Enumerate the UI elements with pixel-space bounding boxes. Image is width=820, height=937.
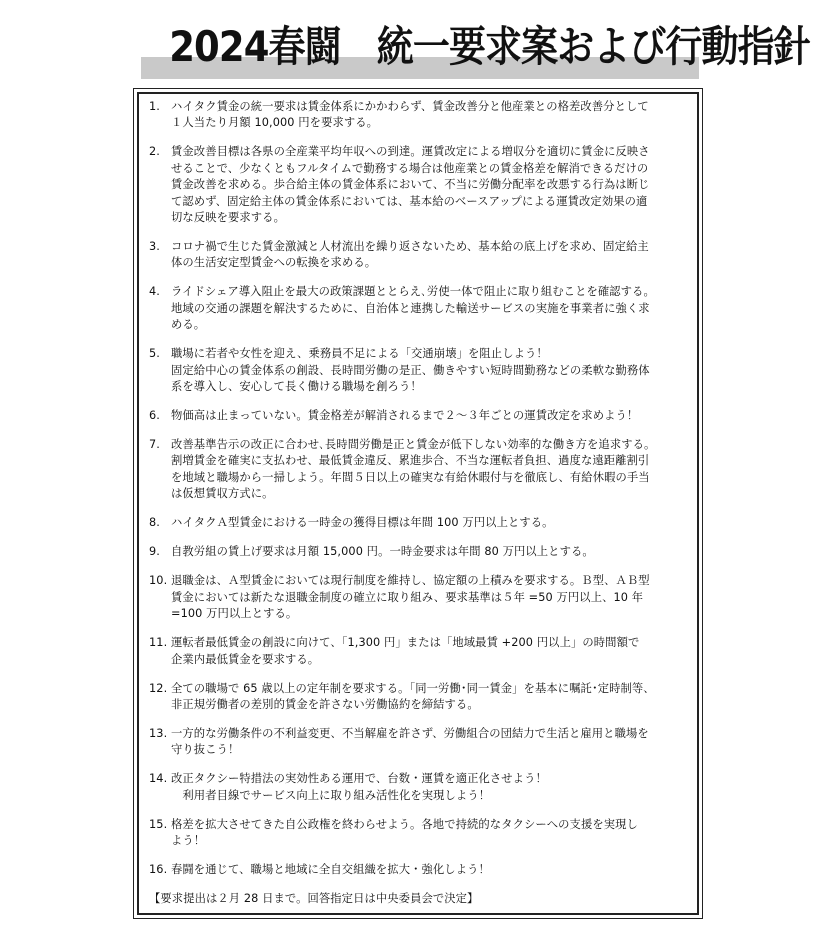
item-text-line: 格差を拡大させてきた自公政権を終わらせよう。各地で持続的なタクシーへの支援を実現し [171,817,638,831]
item-number: 1. [149,100,160,113]
item-text-line: を地域と職場から一掃しよう。年間５日以上の確実な有給休暇付与を徹底し、有給休暇の手当 [171,470,650,484]
list-item [149,544,689,560]
item-text-line: 春闘を通じて、職場と地域に全自交組織を拡大・強化しよう！ [171,863,490,877]
item-text-line: 運転者最低賃金の創設に向けて、「1,300 円」または「地域最賃 +200 円以上」の時間額で [171,636,640,650]
item-text [171,726,689,759]
item-text-line: 地域の交通の課題を解決するために、自治体と連携した輸送サービスの実施を事業者に強く求 [171,301,650,315]
item-text-line: =100 万円以上とする。 [171,607,298,621]
item-number: 16. [149,863,168,877]
list-item [149,346,689,395]
list-item [149,239,689,272]
item-text [171,408,689,424]
footer-note: 【要求提出は２月 28 日まで。回答指定日は中央委員会で決定】 [149,892,479,906]
item-number: 3. [149,240,160,254]
item-text-line: 利用者目線でサービス向上に取り組み活性化を実現しよう！ [171,788,491,802]
list-item [149,635,689,668]
item-text-line: 退職金は、Ａ型賃金においては現行制度を維持し、協定額の上積みを要求する。Ｂ型、ＡＢ型 [171,574,650,588]
demands-list [149,99,689,908]
item-number: 2. [149,145,160,159]
item-text [171,437,689,503]
item-text-line: 全ての職場で 65 歳以上の定年制を要求する。「同一労働･同一賃金」を基本に嘱託･定時制等、 [171,681,655,695]
item-number: 5. [149,347,160,361]
list-item [149,99,689,132]
item-text-line: 物価高は止まっていない。賃金格差が解消されるまで２～３年ごとの運賃改定を求めよう！ [171,409,639,423]
item-text-line: 企業内最低賃金を要求する。 [171,652,320,666]
item-text-line: める。 [171,318,206,332]
item-number: 13. [149,726,168,740]
list-item [149,681,689,714]
list-item [149,862,689,878]
item-text-line: １人当たり月額 10,000 円を要求する。 [171,116,379,130]
page-title: 2024春闘 統一要求案および行動指針 [169,22,810,71]
item-text-line: 改善基準告示の改正に合わせ､長時間労働是正と賃金が低下しない効率的な働き方を追求する。 [171,438,656,452]
list-item [149,515,689,531]
item-text-line: 賃金改善目標は各県の全産業平均年収への到達。運賃改定による増収分を適切に賃金に反映さ [171,145,650,159]
item-text-line: 非正規労働者の差別的賃金を許さない労働協約を締結する。 [171,697,479,711]
item-number: 15. [149,817,168,831]
item-text [171,284,689,333]
item-text-line: 自教労組の賃上げ要求は月額 15,000 円。一時金要求は年間 80 万円以上とする。 [171,545,594,559]
list-item [149,771,689,804]
list-item [149,284,689,333]
item-text [171,817,689,850]
item-text-line: ハイタクＡ型賃金における一時金の獲得目標は年間 100 万円以上とする。 [171,516,554,530]
item-text-line: ライドシェア導入阻止を最大の政策課題ととらえ､労使一体で阻止に取り組むことを確認する。 [171,285,655,299]
item-text-line: 賃金改善を求める。歩合給主体の賃金体系において、不当に労働分配率を改悪する行為は断じ [171,178,650,192]
item-number: 8. [149,516,160,530]
item-text-line: 賃金においては新たな退職金制度の確立に取り組み、要求基準は５年 =50 万円以上、10 年 [171,590,644,604]
item-number: 4. [149,285,160,299]
item-text-line: 系を導入し、安心して長く働ける職場を創ろう！ [171,380,422,394]
item-number: 6. [149,409,160,423]
item-text-line: 割増賃金を確実に支払わせ、最低賃金違反、累進歩合、不当な運転者負担、過度な遠距離割引 [171,454,650,468]
item-text [171,515,689,531]
item-text [171,635,689,668]
item-text [171,239,689,272]
item-number: 9. [149,545,160,559]
item-text [171,862,689,878]
list-item [149,817,689,850]
item-number: 11. [149,636,168,650]
item-text-line: よう！ [171,834,206,848]
item-text-line: 守り抜こう！ [171,743,240,757]
item-number: 7. [149,438,160,452]
list-item [149,144,689,226]
item-text-line: 切な反映を要求する。 [171,211,285,225]
item-number: 12. [149,681,168,695]
item-text-line: コロナ禍で生じた賃金激減と人材流出を繰り返さないため、基本給の底上げを求め、固定給主 [171,240,649,254]
item-text [171,771,689,804]
item-text-line: 改正タクシー特措法の実効性ある運用で、台数・運賃を適正化させよう！ [171,772,547,786]
item-text-line: は仮想賃収方式に。 [171,487,274,501]
list-item [149,726,689,759]
item-text [171,346,689,395]
item-text-line: ハイタク賃金の統一要求は賃金体系にかかわらず、賃金改善分と他産業との格差改善分として [171,100,649,113]
item-text-line: て認めず、固定給主体の賃金体系においては、基本給のベースアップによる運賃改定効果の適 [171,194,648,208]
item-text-line: 体の生活安定型賃金への転換を求める。 [171,256,377,270]
item-text [171,681,689,714]
item-text [171,573,689,622]
list-item [149,437,689,503]
list-item [149,573,689,622]
item-text-line: 固定給中心の賃金体系の創設、長時間労働の是正、働きやすい短時間勤務などの柔軟な勤務体 [171,363,650,377]
item-text [171,544,689,560]
item-text-line: せることで、少なくともフルタイムで勤務する場合は他産業との賃金格差を解消できるだけの [171,161,649,175]
list-item [149,408,689,424]
item-text-line: 職場に若者や女性を迎え、乗務員不足による「交通崩壊」を阻止しよう！ [171,347,548,361]
item-text [171,99,689,132]
item-number: 14. [149,772,168,786]
item-text [171,144,689,226]
item-number: 10. [149,574,168,588]
item-text-line: 一方的な労働条件の不利益変更、不当解雇を許さず、労働組合の団結力で生活と雇用と職場を [171,726,649,740]
